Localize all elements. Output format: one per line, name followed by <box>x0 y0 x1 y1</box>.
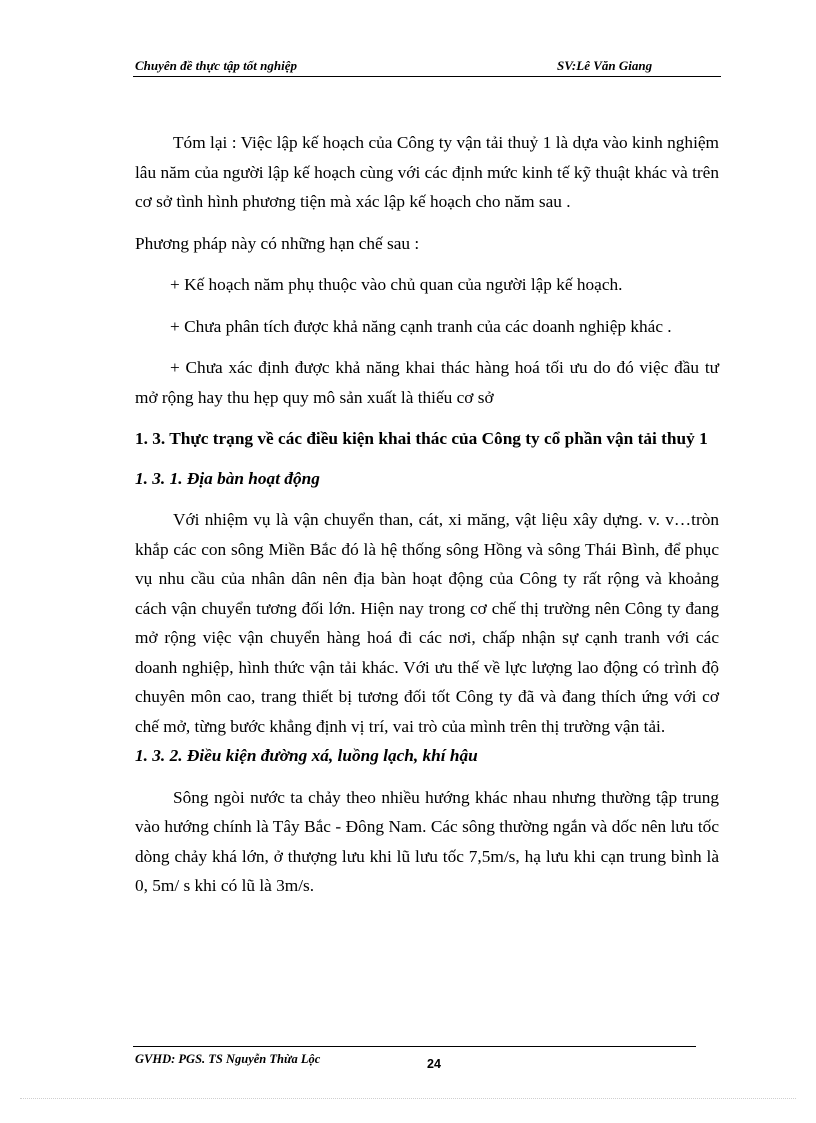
limits-intro: Phương pháp này có những hạn chế sau : <box>135 233 420 253</box>
page-number: 24 <box>427 1057 441 1071</box>
limit-item-3: + Chưa xác định được khả năng khai thác hàng hoá tối ưu do đó việc đầu tư mở rộng hay thu hẹp quy mô sản xuất là thiếu cơ sở <box>135 358 719 407</box>
limit-item-1: + Kế hoạch năm phụ thuộc vào chủ quan của người lập kế hoạch. <box>170 275 623 294</box>
footer-supervisor: GVHD: PGS. TS Nguyễn Thừa Lộc <box>135 1052 321 1066</box>
document-body <box>135 128 719 901</box>
page-header <box>133 56 721 77</box>
section-heading: 1. 3. Thực trạng về các điều kiện khai thác của Công ty cổ phần vận tải thuỷ 1 <box>135 429 708 448</box>
footer-divider <box>133 1046 696 1047</box>
summary-paragraph: Tóm lại : Việc lập kế hoạch của Công ty vận tải thuỷ 1 là dựa vào kinh nghiệm lâu năm của người lập kế hoạch cùng với các định mức kinh tế kỹ thuật khác và trên cơ sở tình hình phương tiện mà xác lập kế hoạch cho năm sau . <box>135 133 719 211</box>
page-bottom-edge <box>20 1098 796 1099</box>
subsection-2-heading: 1. 3. 2. Điều kiện đường xá, luồng lạch, khí hậu <box>135 746 478 765</box>
subsection-2-paragraph: Sông ngòi nước ta chảy theo nhiều hướng khác nhau nhưng thường tập trung vào hướng chính là Tây Bắc - Đông Nam. Các sông thường ngắn và dốc nên lưu tốc dòng chảy khá lớn, ở thượng lưu khi lũ lưu tốc 7,5m/s, hạ lưu khi cạn trung bình là 0, 5m/ s khi có lũ là 3m/s. <box>135 787 719 895</box>
limit-item-2: + Chưa phân tích được khả năng cạnh tranh của các doanh nghiệp khác . <box>170 316 672 336</box>
subsection-1-heading: 1. 3. 1. Địa bàn hoạt động <box>135 468 320 488</box>
subsection-1-paragraph: Với nhiệm vụ là vận chuyển than, cát, xi măng, vật liệu xây dựng. v. v…tròn khắp các con sông Miền Bắc đó là hệ thống sông Hồng và sông Thái Bình, để phục vụ nhu cầu của nhân dân nên địa bàn hoạt động của Công ty rất rộng và khoảng cách vận chuyển tương đối lớn. Hiện nay trong cơ chế thị trường nên Công ty đang mở rộng việc vận chuyển hàng hoá đi các nơi, chấp nhận sự cạnh tranh với các doanh nghiệp, hình thức vận tải khác. Với ưu thế về lực lượng lao động có trình độ chuyên môn cao, trang thiết bị tương đối tốt Công ty đã và đang thích ứng với cơ chế mở, từng bước khẳng định vị trí, vai trò của mình trên thị trường vận tải. <box>135 510 719 736</box>
header-document-title: Chuyên đề thực tập tốt nghiệp <box>135 58 297 73</box>
header-student-name: SV:Lê Văn Giang <box>557 58 653 73</box>
